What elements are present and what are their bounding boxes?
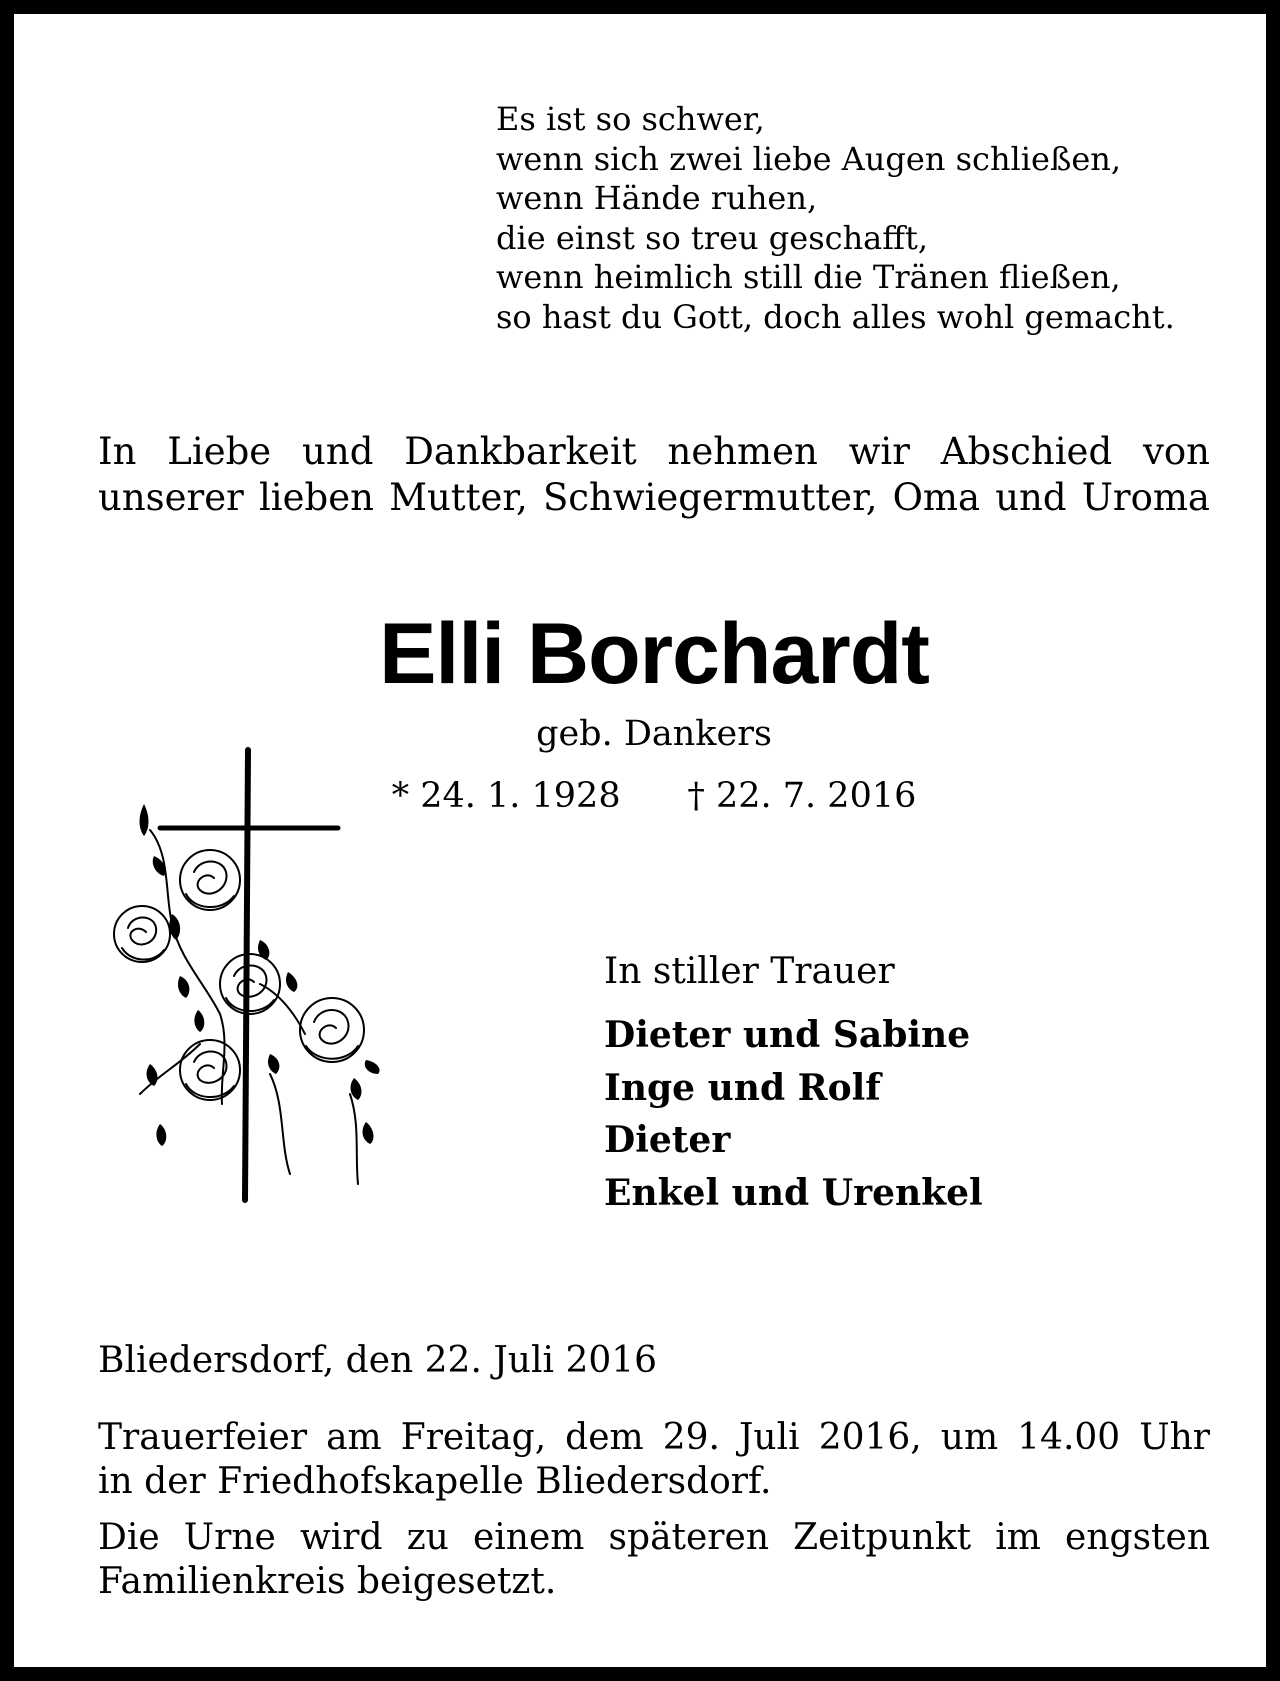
- mourners-intro: In stiller Trauer: [604, 951, 895, 992]
- mourners: [604, 949, 1244, 1219]
- funeral-ceremony-info: [98, 1416, 1210, 1504]
- farewell-intro-line: In Liebe und Dankbarkeit nehmen wir Abschied von: [98, 430, 1210, 473]
- poem: [496, 100, 1236, 337]
- mourner-name: Dieter: [604, 1119, 731, 1161]
- birth-date: * 24. 1. 1928: [391, 776, 621, 816]
- poem-line: die einst so treu geschafft,: [496, 218, 929, 257]
- ceremony-line: in der Friedhofskapelle Bliedersdorf.: [98, 1461, 772, 1502]
- farewell-intro: [98, 429, 1210, 521]
- mourner-name: Inge und Rolf: [604, 1066, 881, 1109]
- mourner-name: Dieter und Sabine: [604, 1014, 971, 1056]
- mourner-name: Enkel und Urenkel: [604, 1171, 983, 1214]
- urn-burial-info: [98, 1516, 1210, 1604]
- place-date: Bliedersdorf, den 22. Juli 2016: [98, 1340, 658, 1381]
- maiden-name: geb. Dankers: [536, 714, 772, 754]
- poem-line: wenn sich zwei liebe Augen schließen,: [496, 139, 1122, 178]
- cross-with-roses-icon: [110, 744, 400, 1204]
- deceased-name: Elli Borchardt: [379, 606, 929, 702]
- urn-line: Familienkreis beigesetzt.: [98, 1561, 557, 1602]
- poem-line: so hast du Gott, doch alles wohl gemacht.: [496, 297, 1175, 336]
- poem-line: wenn heimlich still die Tränen fließen,: [496, 258, 1121, 296]
- death-date: † 22. 7. 2016: [687, 776, 917, 816]
- poem-line: Es ist so schwer,: [496, 100, 765, 138]
- farewell-intro-line: unserer lieben Mutter, Schwiegermutter, Oma und Uroma: [98, 476, 1210, 519]
- ceremony-line: Trauerfeier am Freitag, dem 29. Juli 2016, um 14.00 Uhr: [98, 1417, 1210, 1458]
- poem-line: wenn Hände ruhen,: [496, 179, 818, 217]
- urn-line: Die Urne wird zu einem späteren Zeitpunkt im engsten: [98, 1517, 1210, 1558]
